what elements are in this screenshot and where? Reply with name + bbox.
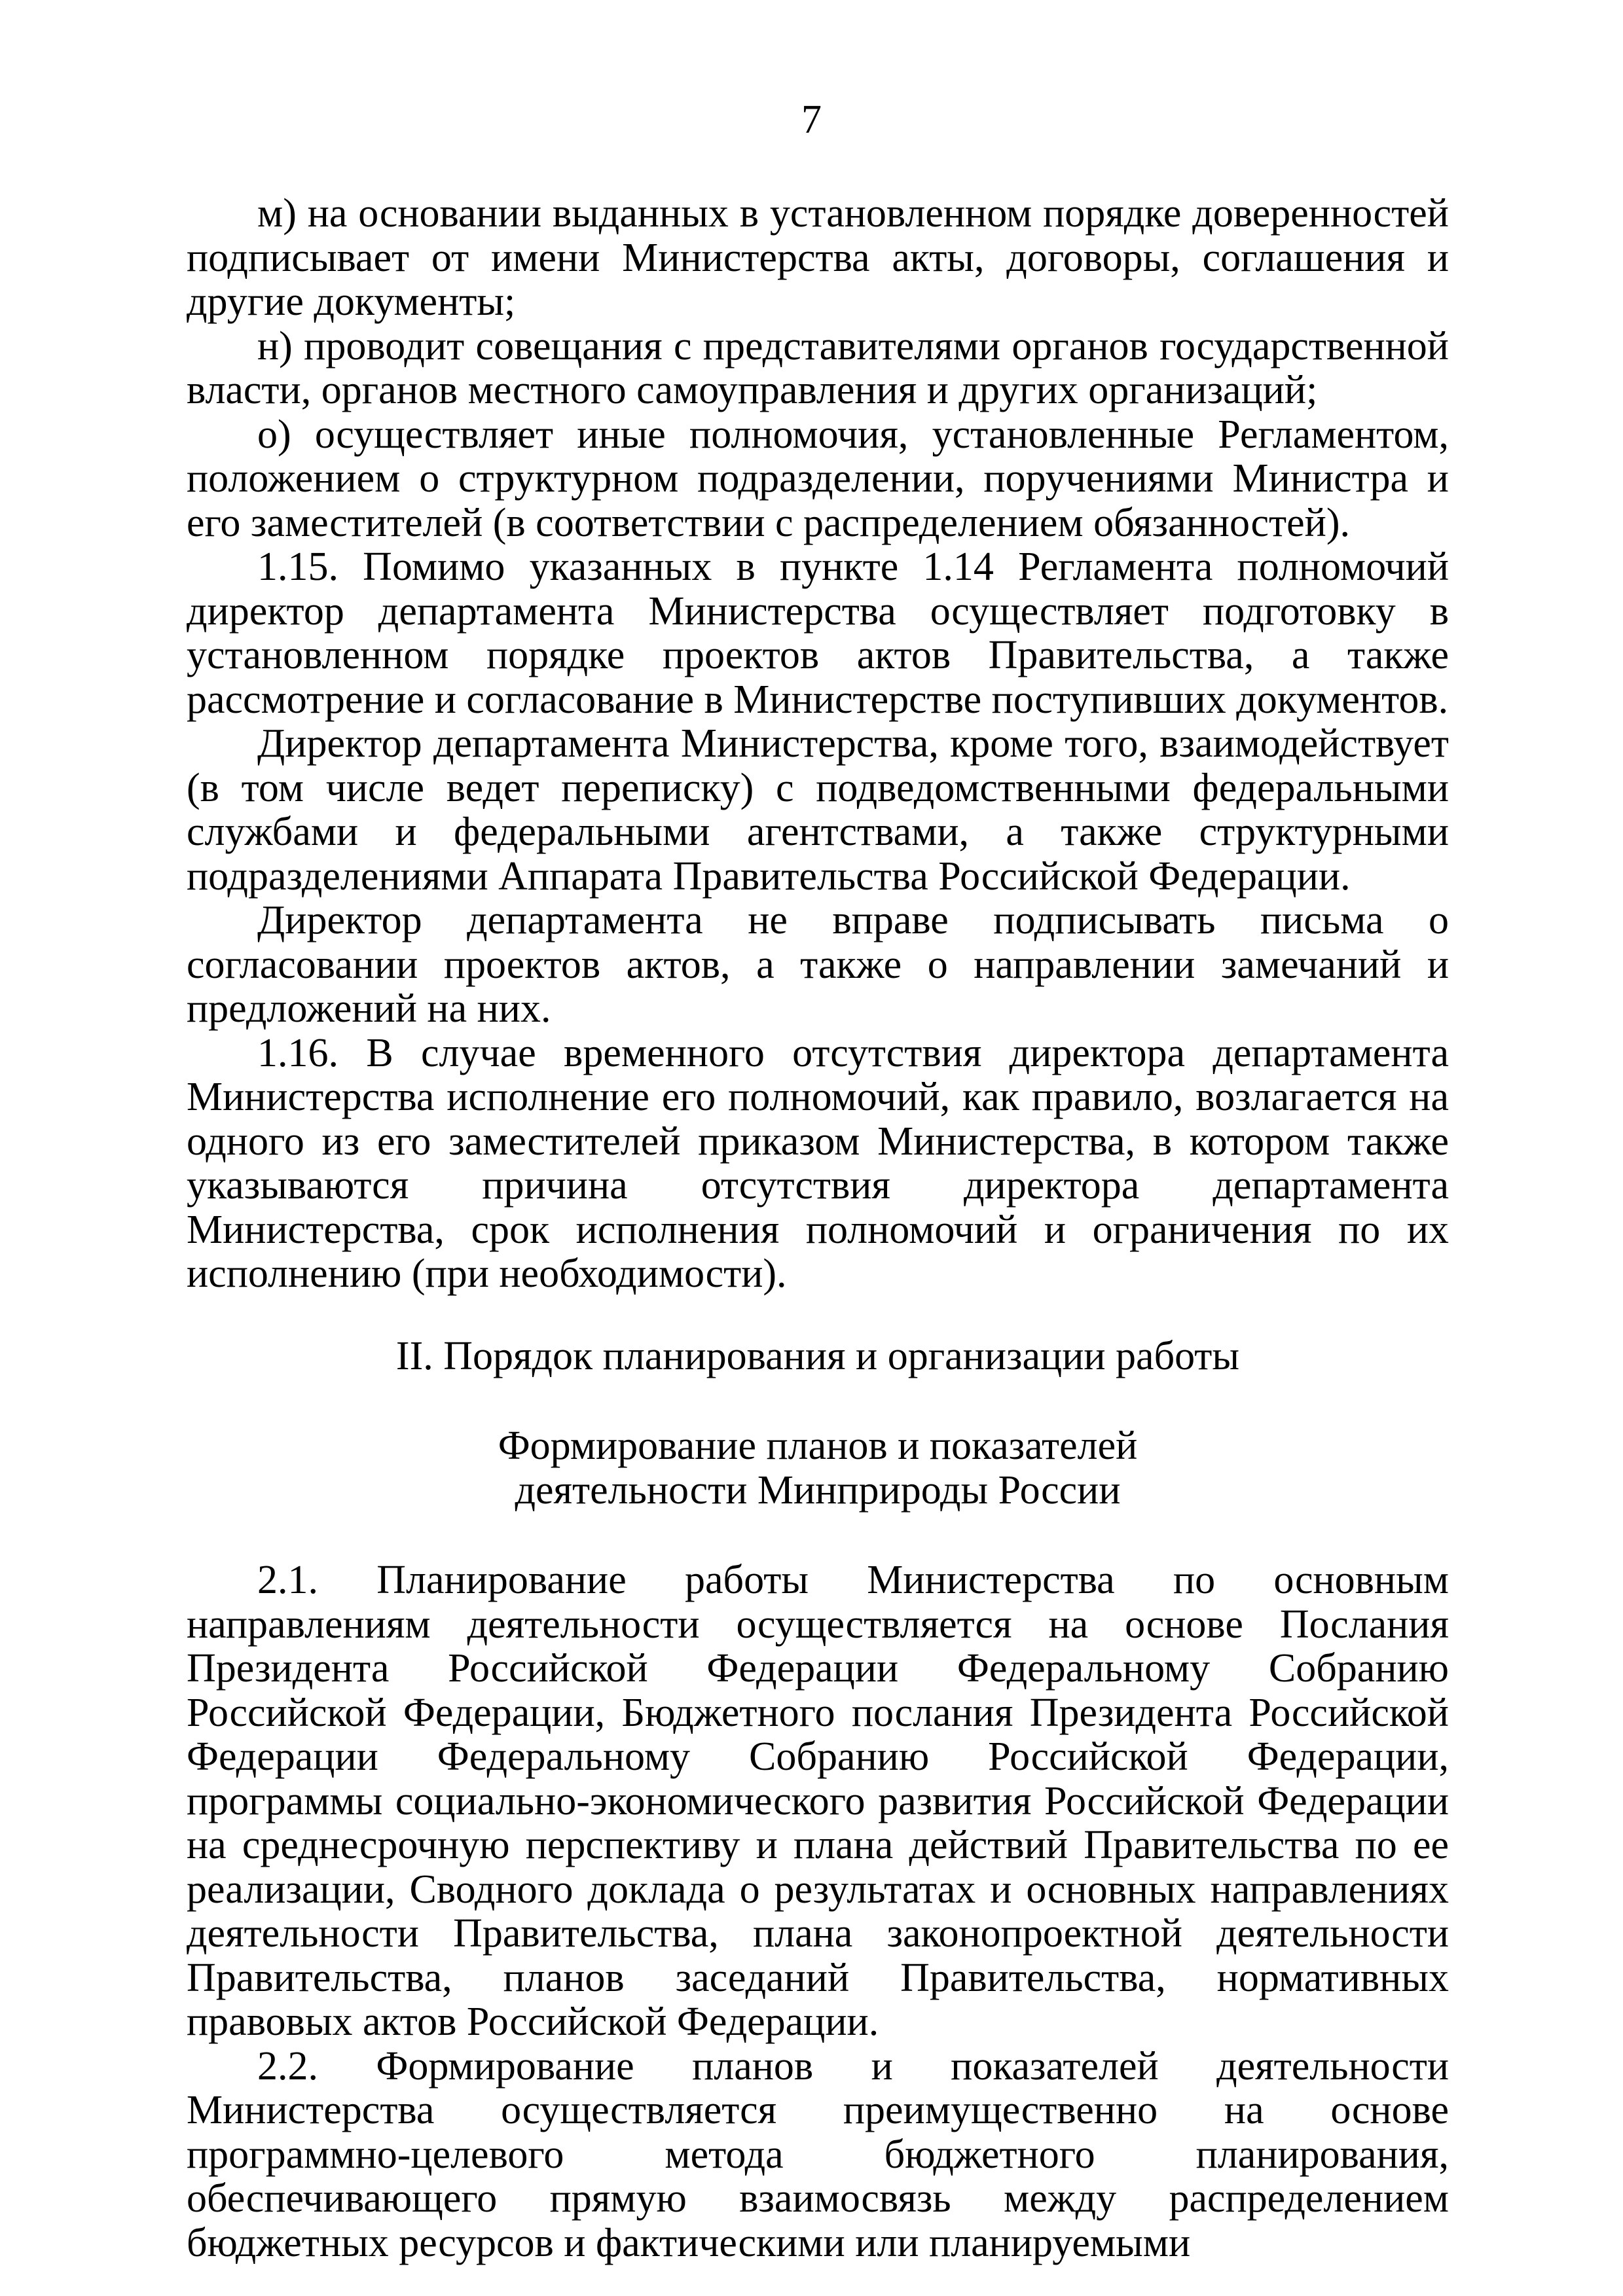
paragraph-item-o: о) осуществляет иные полномочия, установленные Регламентом, положением о структурном подразделении, поручениями Министра и его заместителей (в соответствии с распределением обязанностей).	[187, 412, 1449, 545]
document-body	[187, 192, 1449, 2265]
sub-heading-line-1: Формирование планов и показателей	[498, 1424, 1138, 1468]
paragraph-2-1: 2.1. Планирование работы Министерства по основным направлениям деятельности осуществляется на основе Послания Президента Российской Федерации Федеральному Собранию Российской Федерации, Бюджетного послания Президента Российской Федерации Федеральному Собранию Российской Федерации, программы социально-экономического развития Российской Федерации на среднесрочную перспективу и плана действий Правительства по ее реализации, Сводного доклада о результатах и основных направлениях деятельности Правительства, плана законопроектной деятельности Правительства, планов заседаний Правительства, нормативных правовых актов Российской Федерации.	[187, 1558, 1449, 2044]
sub-heading-line-2: деятельности Минприроды России	[515, 1467, 1121, 1513]
paragraph-1-16: 1.16. В случае временного отсутствия директора департамента Министерства исполнение его полномочий, как правило, возлагается на одного из его заместителей приказом Министерства, в котором также указываются причина отсутствия директора департамента Министерства, срок исполнения полномочий и ограничения по их исполнению (при необходимости).	[187, 1030, 1449, 1296]
section-title: II. Порядок планирования и организации работы	[395, 1333, 1240, 1378]
paragraph-1-15: 1.15. Помимо указанных в пункте 1.14 Регламента полномочий директор департамента Министерства осуществляет подготовку в установленном порядке проектов актов Правительства, а также рассмотрение и согласование в Министерстве поступивших документов.	[187, 545, 1449, 722]
paragraph-director-restriction: Директор департамента не вправе подписывать письма о согласовании проектов актов, а также о направлении замечаний и предложений на них.	[187, 898, 1449, 1031]
page-number: 7	[801, 98, 822, 142]
paragraph-director-interaction: Директор департамента Министерства, кроме того, взаимодействует (в том числе ведет переписку) с подведомственными федеральными службами и федеральными агентствами, а также структурными подразделениями Аппарата Правительства Российской Федерации.	[187, 721, 1449, 899]
paragraph-item-m: м) на основании выданных в установленном порядке доверенностей подписывает от имени Министерства акты, договоры, соглашения и другие документы;	[187, 191, 1449, 324]
paragraph-2-2: 2.2. Формирование планов и показателей деятельности Министерства осуществляется преимущественно на основе программно-целевого метода бюджетного планирования, обеспечивающего прямую взаимосвязь между распределением бюджетных ресурсов и фактическими или планируемыми	[187, 2043, 1449, 2265]
paragraph-item-n: н) проводит совещания с представителями органов государственной власти, органов местного самоуправления и других организаций;	[187, 323, 1449, 412]
